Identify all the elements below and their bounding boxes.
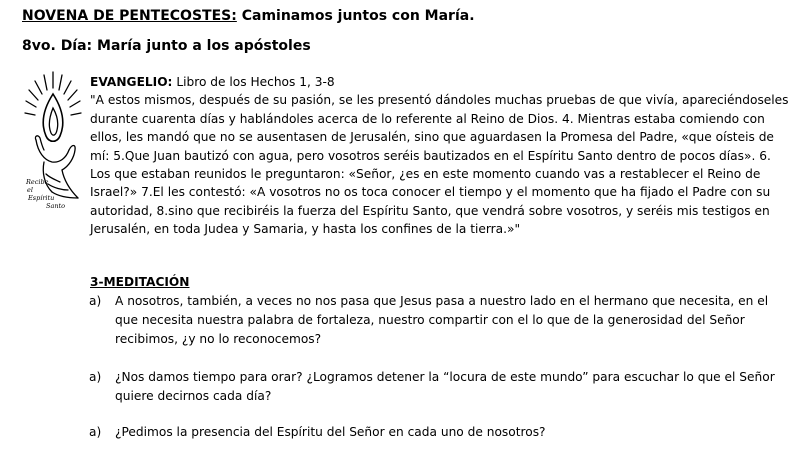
day-number: 8vo. bbox=[22, 38, 56, 54]
meditation-item-3 bbox=[89, 423, 779, 442]
flame-hand-logo bbox=[22, 66, 84, 212]
meditation-title: 3-MEDITACIÓN bbox=[90, 275, 190, 289]
item-text: ¿Nos damos tiempo para orar? ¿Logramos detener la “locura de este mundo” para escuchar lo que el Señor quiere decirnos cada día? bbox=[115, 370, 775, 403]
svg-text:Recibe: Recibe bbox=[26, 178, 49, 186]
gospel-heading-row bbox=[90, 73, 790, 91]
meditation-section bbox=[89, 273, 790, 439]
item-marker: a) bbox=[89, 294, 102, 308]
item-text: ¿Pedimos la presencia del Espíritu del Señor en cada uno de nosotros? bbox=[115, 425, 546, 439]
meditation-item-1 bbox=[89, 292, 779, 349]
svg-text:el: el bbox=[27, 186, 33, 194]
novena-subtitle: Caminamos juntos con María. bbox=[241, 8, 475, 24]
item-marker: a) bbox=[89, 425, 102, 439]
gospel-reference: Libro de los Hechos 1, 3-8 bbox=[176, 75, 335, 89]
meditation-item-2 bbox=[89, 368, 779, 406]
gospel-text: "A estos mismos, después de su pasión, se les presentó dándoles muchas pruebas de que vivía, apareciéndoseles durante cuarenta días y hablándoles acerca de lo referente al Reino de Dios. 4. Mientras estaba comiendo con ellos, les mandó que no se ausentasen de Jerusalén, sino que aguardasen la Promesa del Padre, «que oísteis de mí: 5.Que Juan bautizó con agua, pero vosotros seréis bautizados en el Espíritu Santo dentro de pocos días». 6. Los que estaban reunidos le preguntaron: «Señor, ¿es en este momento cuando vas a restablecer el Reino de Israel?» 7.El les contestó: «A vosotros no os toca conocer el tiempo y el momento que ha fijado el Padre con su autoridad, 8.sino que recibiréis la fuerza del Espíritu Santo, que vendrá sobre vosotros, y seréis mis testigos en Jerusalén, en toda Judea y Samaria, y hasta los confines de la tierra.»" bbox=[90, 93, 789, 237]
document-title bbox=[22, 8, 475, 24]
day-heading bbox=[22, 38, 311, 54]
novena-title: NOVENA DE PENTECOSTES: bbox=[22, 8, 237, 24]
gospel-heading: EVANGELIO: bbox=[90, 75, 173, 89]
item-text: A nosotros, también, a veces no nos pasa que Jesus pasa a nuestro lado en el hermano que necesita, en el que necesita nuestra palabra de fortaleza, nuestro compartir con el lo que de la generosidad del Señor recibimos, ¿y no lo reconocemos? bbox=[115, 294, 769, 346]
item-marker: a) bbox=[89, 370, 102, 384]
svg-text:Santo: Santo bbox=[46, 202, 66, 210]
gospel-section bbox=[90, 73, 790, 239]
day-title: Día: María junto a los apóstoles bbox=[60, 38, 311, 54]
svg-text:Espíritu: Espíritu bbox=[28, 194, 55, 202]
